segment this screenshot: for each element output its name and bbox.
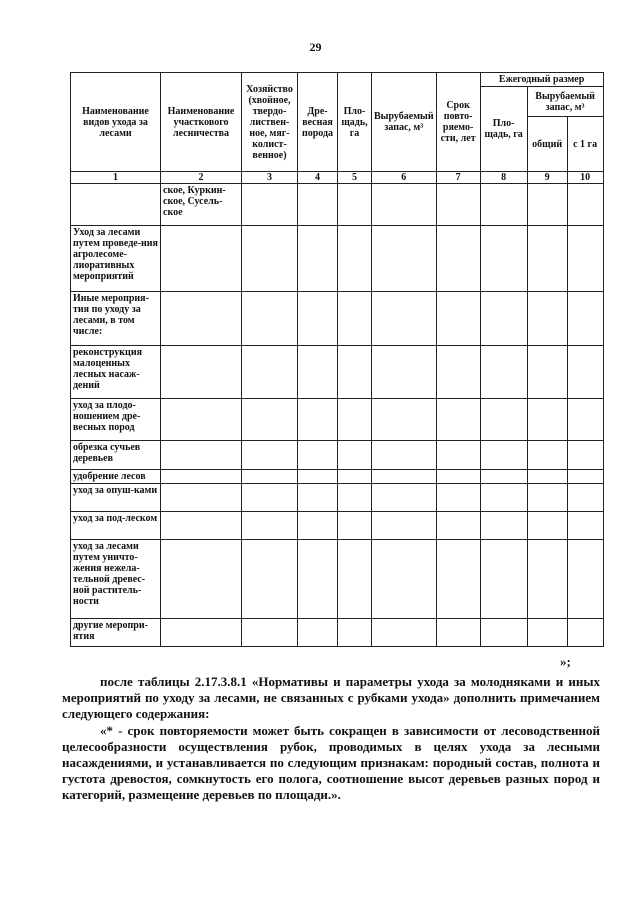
table-row bbox=[71, 441, 604, 470]
row-district-name bbox=[161, 399, 242, 441]
footnote-paragraph: «* - срок повторяемости может быть сокращен в зависимости от лесоводственной целесообразности осуществления рубок, проводимых в целях ухода за лесными насаждениями, и устанавливается по следующим признакам: породный состав, полнота и густота древостоя, сомкнутость его полога, соотношение высот деревьев разных пород и категорий, размещение деревьев по площади.». bbox=[62, 723, 600, 802]
column-number: 2 bbox=[161, 172, 242, 184]
table-row bbox=[71, 470, 604, 484]
header-area: Пло-щадь, га bbox=[338, 73, 372, 172]
row-activity-name: уход за опуш-ками bbox=[71, 484, 161, 512]
column-number: 10 bbox=[567, 172, 603, 184]
header-species: Дре-весная порода bbox=[298, 73, 338, 172]
table-row bbox=[71, 484, 604, 512]
row-district-name bbox=[161, 346, 242, 399]
header-economy: Хозяйство (хвойное, твердо-листвен-ное, мяг-колист-венное) bbox=[242, 73, 298, 172]
row-district-name bbox=[161, 292, 242, 346]
row-district-name: ское, Куркин-ское, Сусель-ское bbox=[161, 184, 242, 226]
row-district-name bbox=[161, 226, 242, 292]
row-activity-name: уход за под-леском bbox=[71, 512, 161, 540]
header-annual-area: Пло-щадь, га bbox=[480, 87, 527, 172]
row-district-name bbox=[161, 484, 242, 512]
column-number: 7 bbox=[436, 172, 480, 184]
header-per-hectare: с 1 га bbox=[567, 117, 603, 172]
page-number: 29 bbox=[309, 40, 322, 54]
table-row bbox=[71, 512, 604, 540]
row-district-name bbox=[161, 512, 242, 540]
amendment-paragraph: после таблицы 2.17.3.8.1 «Нормативы и параметры ухода за молодняками и иных мероприятий по уходу за лесами, не связанных с рубками ухода» дополнить примечанием следующего содержания: bbox=[62, 674, 600, 721]
row-district-name bbox=[161, 540, 242, 619]
column-numbers-row bbox=[71, 172, 604, 184]
row-activity-name: Иные мероприя-тия по уходу за лесами, в том числе: bbox=[71, 292, 161, 346]
header-annual-cut-volume: Вырубаемый запас, м³ bbox=[527, 87, 603, 117]
column-number: 5 bbox=[338, 172, 372, 184]
row-activity-name: Уход за лесами путем проведе-ния агролесоме-лиоративных мероприятий bbox=[71, 226, 161, 292]
header-annual-size: Ежегодный размер bbox=[480, 73, 603, 87]
row-activity-name: уход за плодо-ношением дре-весных пород bbox=[71, 399, 161, 441]
row-activity-name: обрезка сучьев деревьев bbox=[71, 441, 161, 470]
header-total: общий bbox=[527, 117, 567, 172]
closing-quote: »; bbox=[560, 654, 571, 669]
table-row bbox=[71, 346, 604, 399]
column-number: 3 bbox=[242, 172, 298, 184]
column-number: 1 bbox=[71, 172, 161, 184]
row-district-name bbox=[161, 470, 242, 484]
header-district: Наименование участкового лесничества bbox=[161, 73, 242, 172]
table-row bbox=[71, 292, 604, 346]
column-number: 6 bbox=[372, 172, 437, 184]
table-row bbox=[71, 184, 604, 226]
header-repeat-period: Срок повто-ряемо-сти, лет bbox=[436, 73, 480, 172]
table-row bbox=[71, 399, 604, 441]
column-number: 8 bbox=[480, 172, 527, 184]
table-row bbox=[71, 226, 604, 292]
row-activity-name: реконструкция малоценных лесных насаж-дений bbox=[71, 346, 161, 399]
table-row bbox=[71, 540, 604, 619]
table-row bbox=[71, 619, 604, 647]
header-view-type: Наименование видов ухода за лесами bbox=[71, 73, 161, 172]
row-district-name bbox=[161, 619, 242, 647]
row-activity-name: удобрение лесов bbox=[71, 470, 161, 484]
header-cut-volume: Вырубаемый запас, м³ bbox=[372, 73, 437, 172]
row-activity-name bbox=[71, 184, 161, 226]
column-number: 4 bbox=[298, 172, 338, 184]
row-activity-name: другие меропри-ятия bbox=[71, 619, 161, 647]
row-district-name bbox=[161, 441, 242, 470]
column-number: 9 bbox=[527, 172, 567, 184]
forest-care-table bbox=[70, 72, 604, 647]
row-activity-name: уход за лесами путем уничто-жения нежела-тельной древес-ной раститель-ности bbox=[71, 540, 161, 619]
